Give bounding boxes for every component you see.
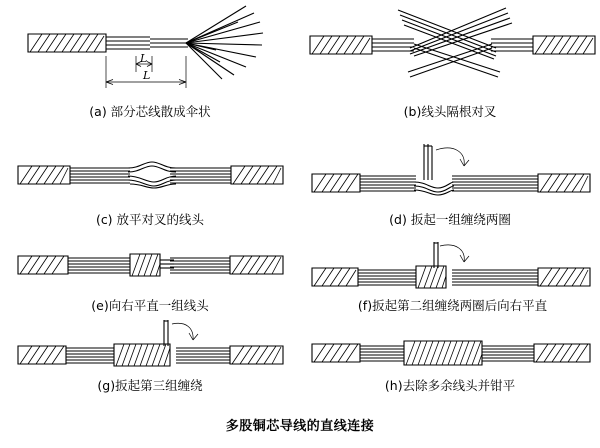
dimension-label-L-large: L [143, 69, 151, 82]
caption-panel-d: (d) 扳起一组缠绕两圈 [389, 212, 511, 227]
panel-f [312, 240, 590, 302]
panel-g-drawing [18, 318, 283, 380]
panel-b [310, 0, 595, 100]
caption-panel-f: (f)扳起第二组缠绕两圈后向右平直 [357, 298, 548, 313]
figure-title: 多股铜芯导线的直线连接 [225, 419, 375, 434]
caption-panel-c: (c) 放平对叉的线头 [95, 212, 205, 227]
dimension-label-L-small: L [140, 52, 148, 65]
panel-d [312, 140, 590, 210]
caption-panel-g: (g)扳起第三组缠绕 [97, 378, 203, 393]
caption-panel-a: (a) 部分芯线散成伞状 [89, 104, 211, 119]
panel-e-drawing [18, 238, 283, 300]
panel-a-drawing [10, 0, 300, 100]
caption-panel-b: (b)线头隔根对叉 [403, 104, 497, 119]
panel-h [312, 326, 590, 380]
panel-f-drawing [312, 240, 590, 302]
panel-b-drawing [310, 0, 595, 100]
panel-c [18, 150, 283, 210]
panel-g [18, 318, 283, 380]
panel-e [18, 238, 283, 300]
panel-h-drawing [312, 326, 590, 380]
panel-a [10, 0, 300, 100]
panel-c-drawing [18, 150, 283, 210]
caption-panel-e: (e)向右平直一组线头 [91, 298, 209, 313]
caption-panel-h: (h)去除多余线头并钳平 [384, 378, 516, 393]
panel-d-drawing [312, 140, 590, 210]
